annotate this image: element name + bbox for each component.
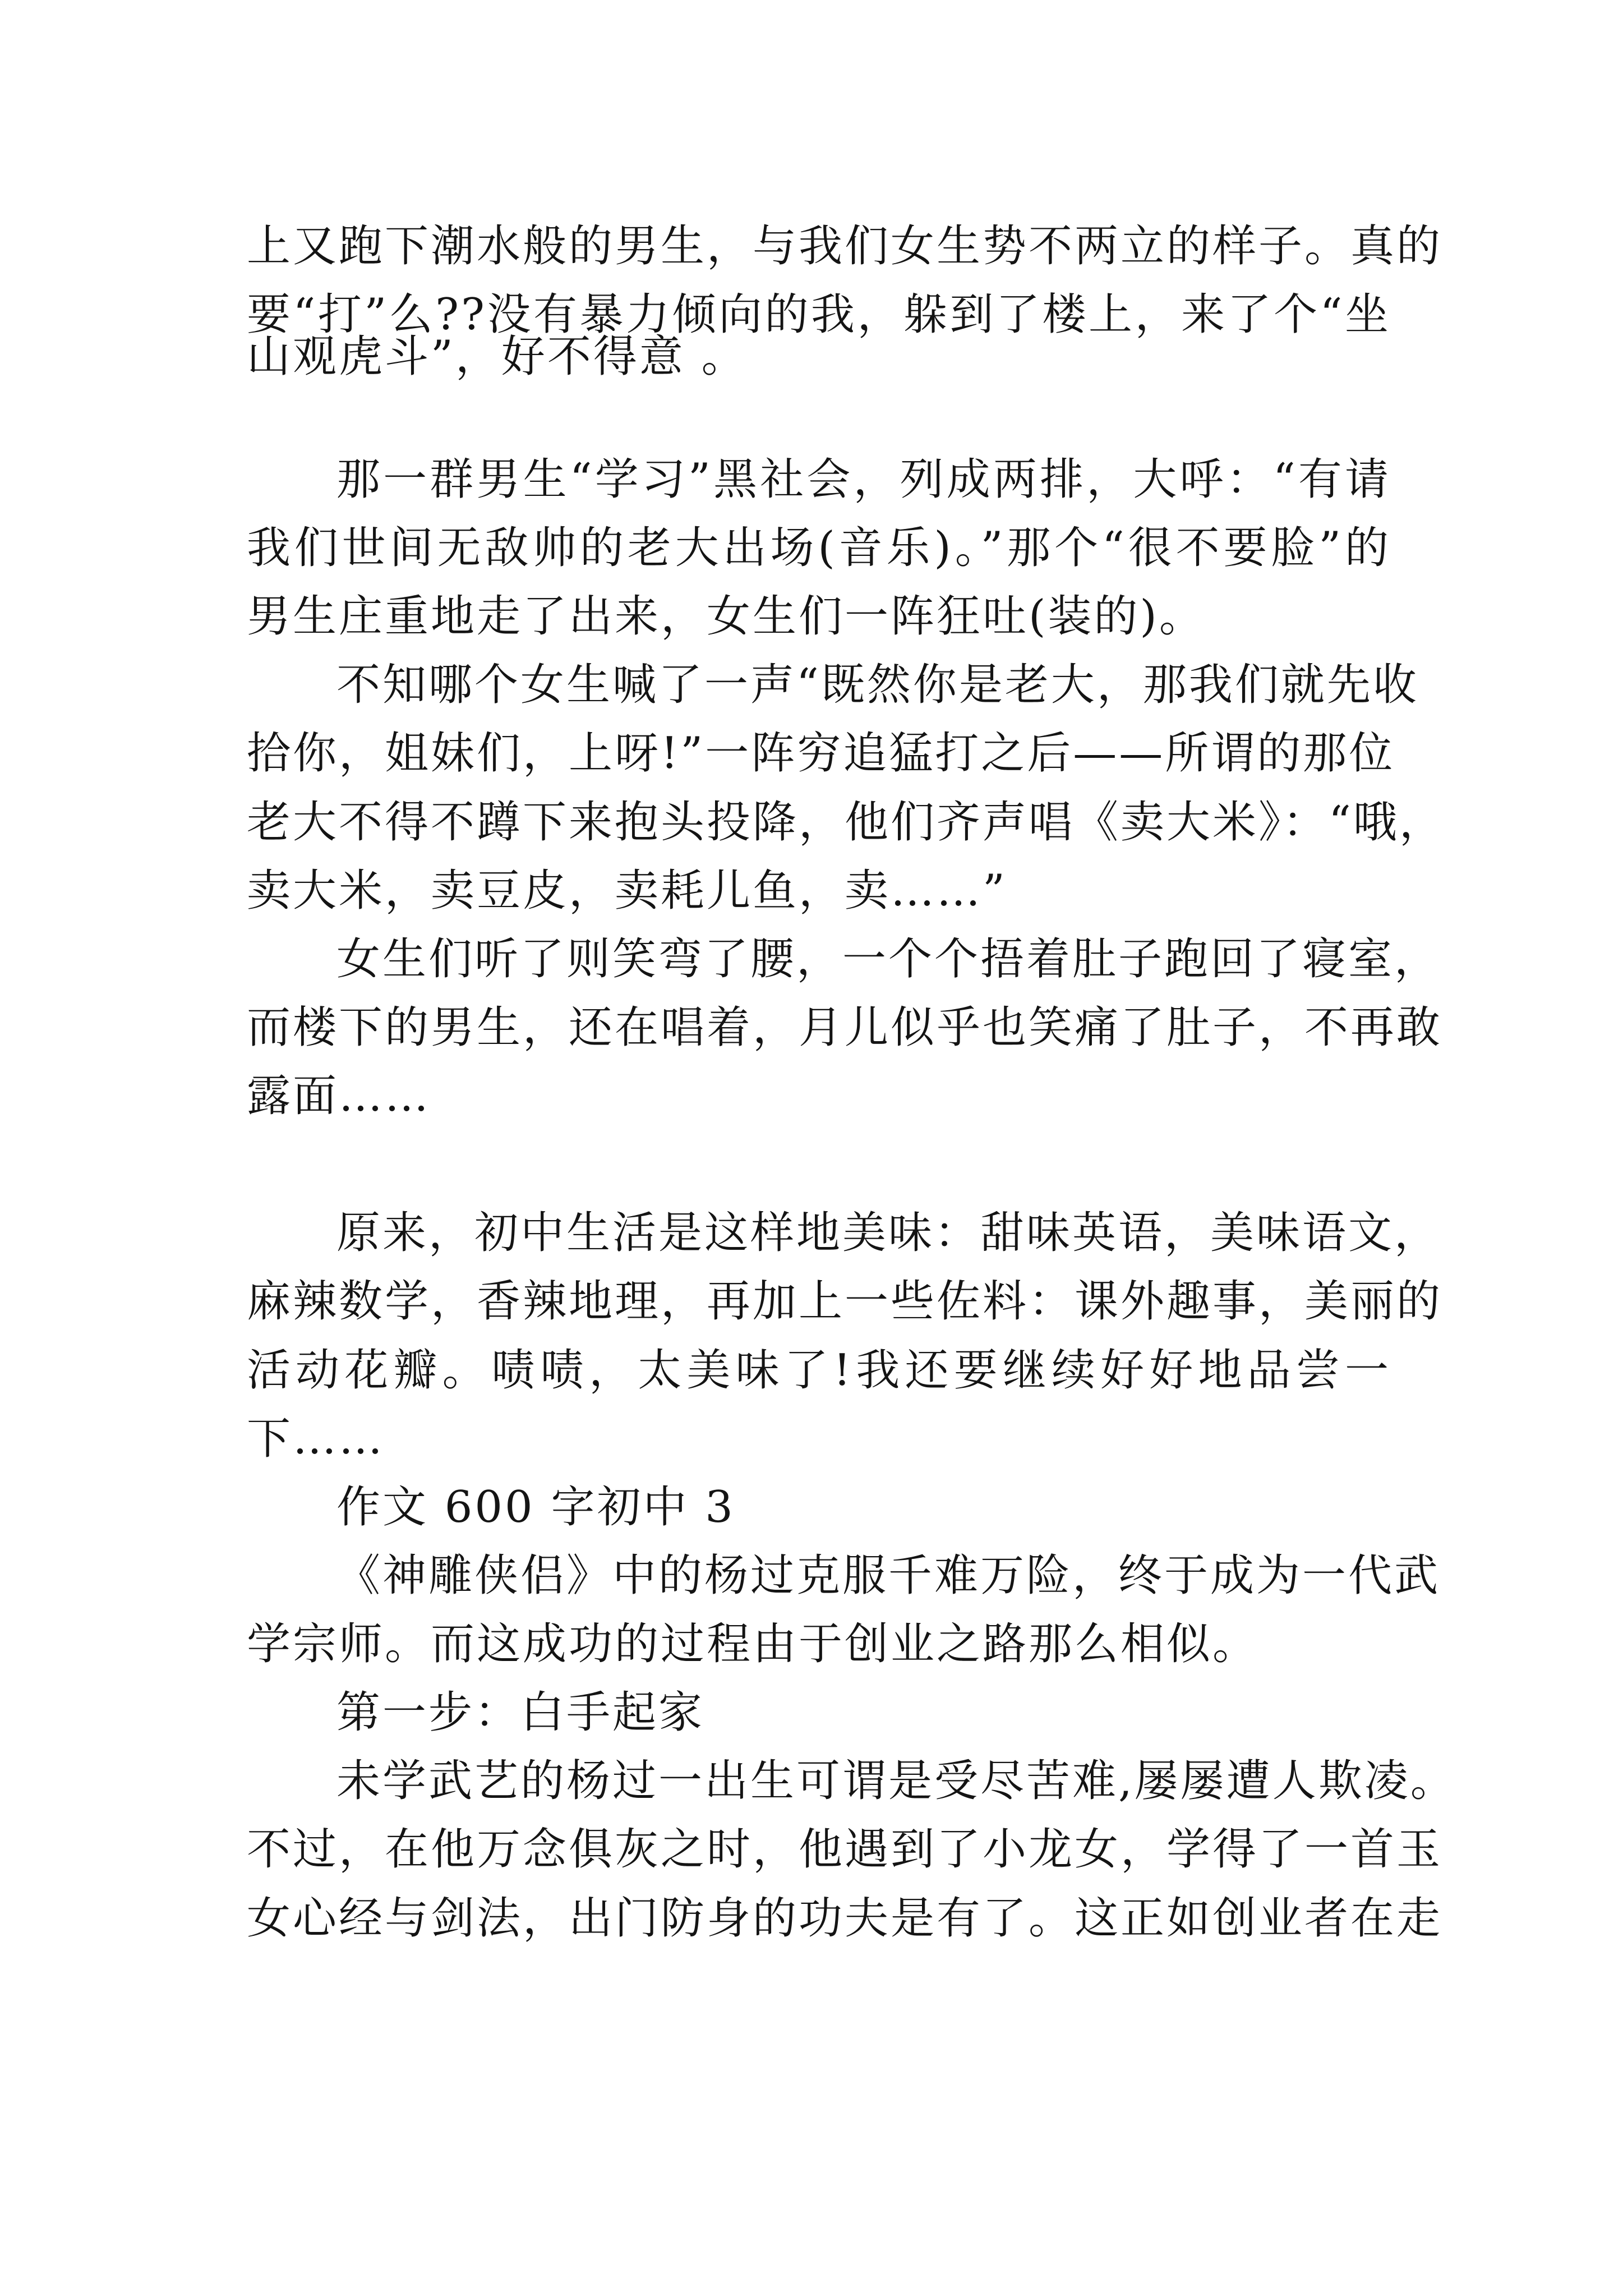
text-line: 而楼下的男生，还在唱着，月儿似乎也笑痛了肚子，不再敢	[247, 1002, 1443, 1053]
text-line: 拾你，姐妹们，上呀!”一阵穷追猛打之后——所谓的那位	[247, 728, 1395, 779]
text-line: 山观虎斗”，好不得意 。	[247, 332, 748, 382]
paragraph-start-line: 原来，初中生活是这样地美味：甜味英语，美味语文，	[336, 1208, 1441, 1258]
section-heading: 作文 600 字初中 3	[336, 1482, 735, 1533]
paragraph-start-line: 未学武艺的杨过一出生可谓是受尽苦难,屡屡遭人欺凌。	[336, 1756, 1456, 1806]
step-heading: 第一步：白手起家	[336, 1687, 705, 1738]
text-line: 男生庄重地走了出来，女生们一阵狂吐(装的)。	[247, 591, 1205, 642]
paragraph-start-line: 不知哪个女生喊了一声“既然你是老大，那我们就先收	[336, 660, 1419, 710]
text-line: 下……	[247, 1414, 385, 1464]
text-line: 活动花瓣。啧啧，太美味了!我还要继续好好地品尝一	[247, 1345, 1391, 1396]
paragraph-start-line: 那一群男生“学习”黑社会，列成两排，大呼：“有请	[336, 454, 1391, 505]
text-line: 女心经与剑法，出门防身的功夫是有了。这正如创业者在走	[247, 1893, 1443, 1944]
text-line: 上又跑下潮水般的男生，与我们女生势不两立的样子。真的	[247, 221, 1443, 272]
text-line: 我们世间无敌帅的老大出场(音乐)。”那个“很不要脸”的	[247, 523, 1391, 573]
text-line: 老大不得不蹲下来抱头投降，他们齐声唱《卖大米》：“哦，	[247, 797, 1445, 848]
text-line: 不过，在他万念俱灰之时，他遇到了小龙女，学得了一首玉	[247, 1824, 1443, 1875]
text-line: 麻辣数学，香辣地理，再加上一些佐料：课外趣事，美丽的	[247, 1276, 1443, 1327]
paragraph-start-line: 女生们听了则笑弯了腰，一个个捂着肚子跑回了寝室，	[336, 934, 1441, 984]
text-line: 学宗师。而这成功的过程由于创业之路那么相似。	[247, 1619, 1259, 1669]
text-line: 要“打”么??没有暴力倾向的我，躲到了楼上，来了个“坐	[247, 289, 1391, 340]
paragraph-start-line: 《神雕侠侣》中的杨过克服千难万险，终于成为一代武	[336, 1550, 1441, 1601]
text-line: 卖大米，卖豆皮，卖耗儿鱼，卖……”	[247, 866, 1007, 916]
text-line: 露面……	[247, 1071, 431, 1121]
